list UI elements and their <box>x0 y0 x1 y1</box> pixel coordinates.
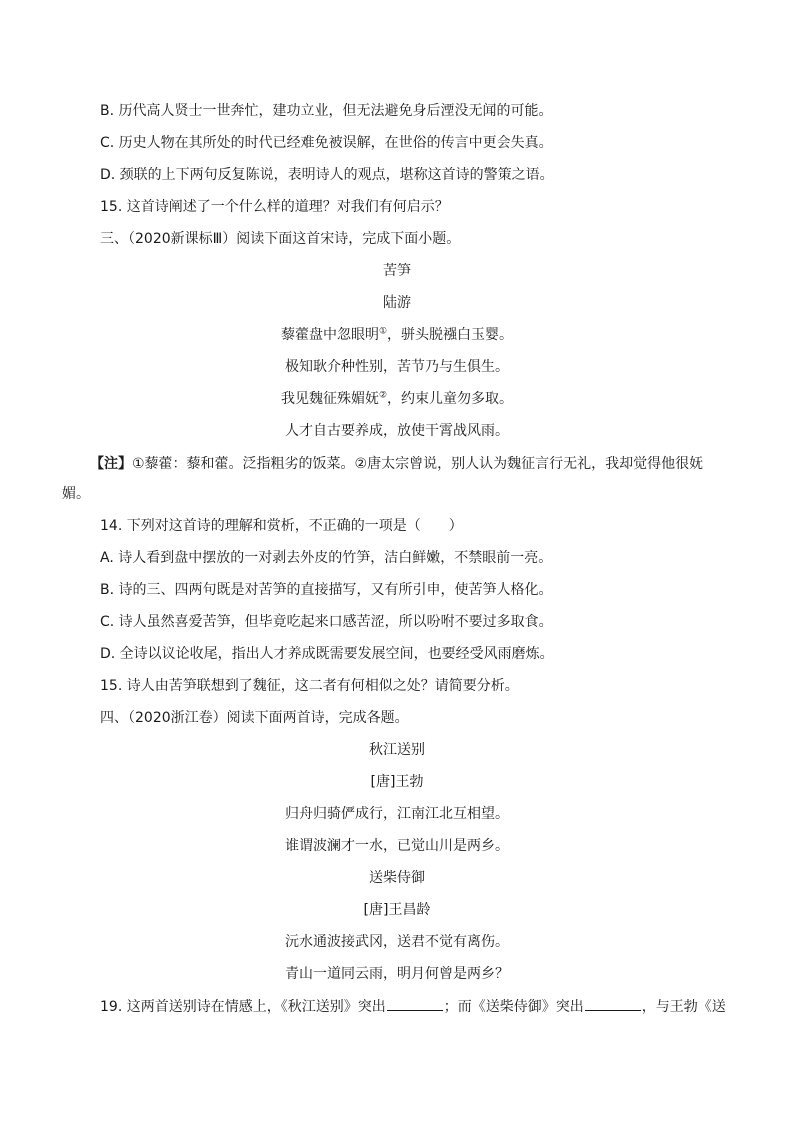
poem-author-luyou: 陆游 <box>383 295 411 311</box>
footnote-marker-1: ① <box>378 326 388 337</box>
question-15-section2: 15. 这首诗阐述了一个什么样的道理？对我们有何启示？ <box>100 199 449 215</box>
question-19-part2: ；而《送柴侍御》突出 <box>443 999 584 1015</box>
poem1-line-1: 归舟归骑俨成行，江南江北互相望。 <box>285 806 509 822</box>
poem1-title: 秋江送别 <box>369 742 425 758</box>
question-19-part1: 19. 这两首送别诗在情感上，《秋江送别》突出 <box>100 999 386 1015</box>
answer-blank-1[interactable] <box>387 996 443 1011</box>
poem2-author: [唐]王昌龄 <box>363 902 431 918</box>
poem-line-3-text: 我见魏征殊媚妩 <box>280 391 379 407</box>
option-c: C. 诗人虽然喜爱苦笋，但毕竟吃起来口感苦涩，所以吩咐不要过多取食。 <box>100 614 553 630</box>
question-19-part3: ，与王勃《送 <box>641 999 726 1015</box>
poem-title-kusun: 苦笋 <box>383 263 411 279</box>
poem-line-1 <box>0 325 794 345</box>
footnote-marker-2: ② <box>378 390 388 401</box>
option-b-section2: B. 历代高人贤士一世奔忙，建功立业，但无法避免身后湮没无闻的可能。 <box>100 103 553 119</box>
question-19 <box>100 996 726 1017</box>
poem-line-4: 人才自古要养成，放使干霄战风雨。 <box>285 423 509 439</box>
option-d-section2: D. 颈联的上下两句反复陈说，表明诗人的观点，堪称这首诗的警策之语。 <box>100 167 554 183</box>
annotation-note-continued: 媚。 <box>62 486 90 502</box>
poem2-line-1: 沅水通波接武冈，送君不觉有离伤。 <box>285 934 509 950</box>
poem1-author: [唐]王勃 <box>370 774 424 790</box>
poem1-line-2: 谁谓波澜才一水，已觉山川是两乡。 <box>285 838 509 854</box>
section3-heading: 三、（2020新课标Ⅲ）阅读下面这首宋诗，完成下面小题。 <box>100 231 461 247</box>
poem-line-1-text: 藜藿盘中忽眼明 <box>280 327 379 343</box>
question-14: 14. 下列对这首诗的理解和赏析，不正确的一项是（ ） <box>100 518 463 534</box>
section4-heading: 四、（2020浙江卷）阅读下面两首诗，完成各题。 <box>100 710 409 726</box>
poem2-title: 送柴侍御 <box>369 870 425 886</box>
poem2-line-2: 青山一道同云雨，明月何曾是两乡？ <box>285 966 509 982</box>
option-c-section2: C. 历史人物在其所处的时代已经难免被误解，在世俗的传言中更会失真。 <box>100 135 553 151</box>
annotation-note <box>90 454 703 474</box>
poem-line-3-rest: ，约束儿童勿多取。 <box>387 391 514 407</box>
annotation-label: 【注】 <box>90 456 132 472</box>
poem-line-3 <box>0 389 794 409</box>
option-a: A. 诗人看到盘中摆放的一对剥去外皮的竹笋，洁白鲜嫩，不禁眼前一亮。 <box>100 550 553 566</box>
question-15-section3: 15. 诗人由苦笋联想到了魏征，这二者有何相似之处？请简要分析。 <box>100 678 519 694</box>
option-b: B. 诗的三、四两句既是对苦笋的直接描写，又有所引申，使苦笋人格化。 <box>100 582 553 598</box>
option-d: D. 全诗以议论收尾，指出人才养成既需要发展空间，也要经受风雨磨炼。 <box>100 646 554 662</box>
answer-blank-2[interactable] <box>585 996 641 1011</box>
poem-line-2: 极知耿介种性别，苦节乃与生俱生。 <box>285 359 509 375</box>
annotation-text: ①藜藿：藜和藿。泛指粗劣的饭菜。②唐太宗曾说，别人认为魏征言行无礼，我却觉得他很妩 <box>132 456 704 472</box>
poem-line-1-rest: ，骈头脱襁白玉婴。 <box>387 327 514 343</box>
